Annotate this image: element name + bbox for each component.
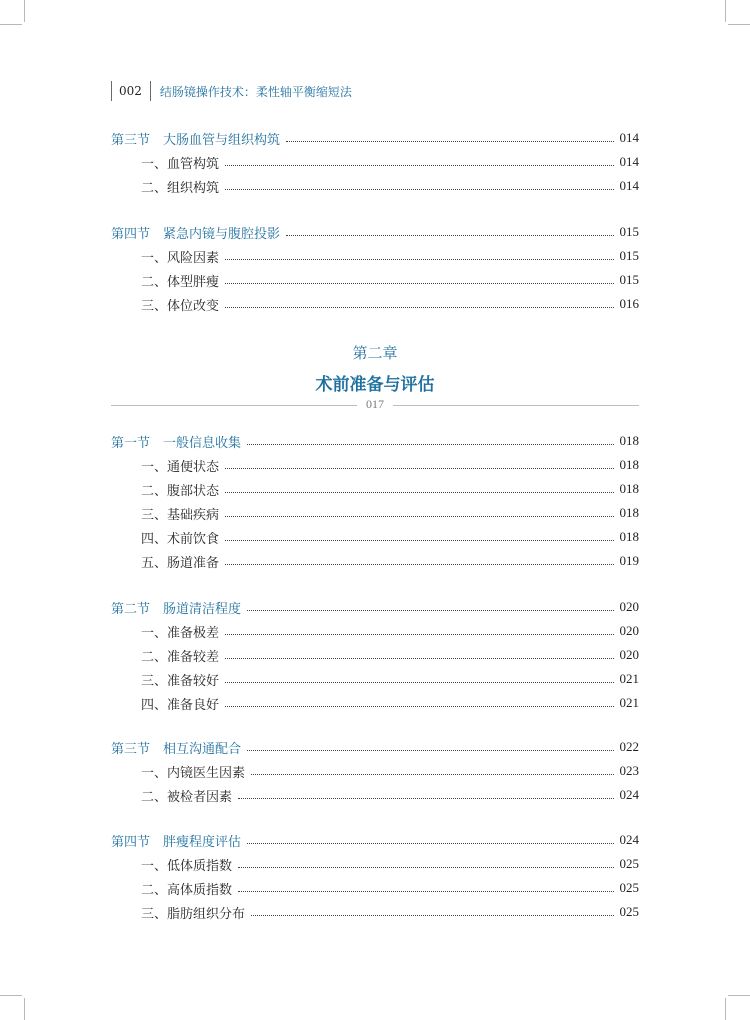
crop-mark xyxy=(24,998,25,1020)
dot-leader xyxy=(247,444,613,445)
toc-entry-page: 018 xyxy=(619,433,639,448)
crop-mark xyxy=(0,24,22,25)
toc-subsection-entry[interactable] xyxy=(141,503,639,523)
toc-entry-label: 第一节 一般信息收集 xyxy=(111,435,242,451)
toc-entry-label: 四、术前饮食 xyxy=(141,531,220,547)
toc-subsection-entry[interactable] xyxy=(141,761,639,781)
toc-subsection-entry[interactable] xyxy=(141,902,639,922)
toc-entry-page: 018 xyxy=(619,457,639,472)
dot-leader xyxy=(225,634,613,635)
dot-leader xyxy=(238,867,613,868)
toc-entry-label: 三、脂肪组织分布 xyxy=(141,906,246,922)
dot-leader xyxy=(251,915,613,916)
toc-entry-page: 021 xyxy=(619,671,639,686)
toc-subsection-entry[interactable] xyxy=(141,878,639,898)
crop-mark xyxy=(24,0,25,22)
toc-entry-label: 第三节 大肠血管与组织构筑 xyxy=(111,132,281,148)
toc-section-entry[interactable] xyxy=(111,128,639,148)
toc-entry-label: 二、被检者因素 xyxy=(141,789,233,805)
dot-leader xyxy=(225,516,613,517)
dot-leader xyxy=(247,750,613,751)
toc-entry-label: 一、准备极差 xyxy=(141,625,220,641)
toc-entry-label: 第四节 胖瘦程度评估 xyxy=(111,834,242,850)
chapter-title: 术前准备与评估 xyxy=(315,375,435,395)
dot-leader xyxy=(225,165,613,166)
toc-entry-label: 三、体位改变 xyxy=(141,298,220,314)
toc-entry-label: 一、内镜医生因素 xyxy=(141,765,246,781)
toc-subsection-entry[interactable] xyxy=(141,176,639,196)
dot-leader xyxy=(238,891,613,892)
chapter-page-number: 017 xyxy=(366,397,384,411)
toc-subsection-entry[interactable] xyxy=(141,669,639,689)
toc-entry-label: 第四节 紧急内镜与腹腔投影 xyxy=(111,226,281,242)
toc-subsection-entry[interactable] xyxy=(141,152,639,172)
toc-entry-page: 015 xyxy=(619,248,639,263)
toc-entry-label: 三、准备较好 xyxy=(141,673,220,689)
toc-entry-page: 025 xyxy=(619,856,639,871)
toc-entry-page: 014 xyxy=(619,130,639,145)
dot-leader xyxy=(251,774,613,775)
toc-entry-page: 022 xyxy=(619,739,639,754)
toc-entry-label: 第二节 肠道清洁程度 xyxy=(111,601,242,617)
toc-subsection-entry[interactable] xyxy=(141,246,639,266)
toc-entry-page: 015 xyxy=(619,224,639,239)
toc-entry-label: 第三节 相互沟通配合 xyxy=(111,741,242,757)
toc-subsection-entry[interactable] xyxy=(141,527,639,547)
toc-entry-page: 020 xyxy=(619,599,639,614)
toc-entry-page: 014 xyxy=(619,154,639,169)
toc-entry-page: 025 xyxy=(619,880,639,895)
dot-leader xyxy=(286,141,613,142)
chapter-rule xyxy=(111,405,357,406)
toc-entry-page: 024 xyxy=(619,787,639,802)
toc-entry-page: 018 xyxy=(619,529,639,544)
dot-leader xyxy=(286,235,613,236)
toc-entry-page: 023 xyxy=(619,763,639,778)
dot-leader xyxy=(225,492,613,493)
toc-entry-page: 024 xyxy=(619,832,639,847)
dot-leader xyxy=(225,283,613,284)
toc-subsection-entry[interactable] xyxy=(141,854,639,874)
toc-entry-label: 二、准备较差 xyxy=(141,649,220,665)
toc-section-entry[interactable] xyxy=(111,222,639,242)
toc-entry-page: 015 xyxy=(619,272,639,287)
toc-subsection-entry[interactable] xyxy=(141,693,639,713)
toc-subsection-entry[interactable] xyxy=(141,479,639,499)
dot-leader xyxy=(225,706,613,707)
toc-entry-label: 二、腹部状态 xyxy=(141,483,220,499)
toc-entry-label: 四、准备良好 xyxy=(141,697,220,713)
toc-entry-label: 三、基础疾病 xyxy=(141,507,220,523)
toc-entry-page: 020 xyxy=(619,623,639,638)
dot-leader xyxy=(225,189,613,190)
crop-mark xyxy=(728,24,750,25)
dot-leader xyxy=(225,682,613,683)
toc-subsection-entry[interactable] xyxy=(141,621,639,641)
toc-entry-page: 014 xyxy=(619,178,639,193)
toc-section-entry[interactable] xyxy=(111,737,639,757)
chapter-rule xyxy=(393,405,639,406)
dot-leader xyxy=(247,843,613,844)
toc-subsection-entry[interactable] xyxy=(141,455,639,475)
book-title: 结肠镜操作技术：柔性轴平衡缩短法 xyxy=(159,84,352,99)
dot-leader xyxy=(225,540,613,541)
running-header xyxy=(111,80,352,102)
toc-section-entry[interactable] xyxy=(111,597,639,617)
toc-entry-page: 019 xyxy=(619,553,639,568)
toc-entry-page: 018 xyxy=(619,505,639,520)
toc-entry-label: 五、肠道准备 xyxy=(141,555,220,571)
toc-entry-label: 二、高体质指数 xyxy=(141,882,233,898)
dot-leader xyxy=(225,564,613,565)
toc-entry-label: 二、组织构筑 xyxy=(141,180,220,196)
dot-leader xyxy=(247,610,613,611)
toc-entry-page: 021 xyxy=(619,695,639,710)
toc-subsection-entry[interactable] xyxy=(141,294,639,314)
toc-entry-page: 020 xyxy=(619,647,639,662)
chapter-number: 第二章 xyxy=(352,344,398,362)
dot-leader xyxy=(238,798,613,799)
page-number: 002 xyxy=(119,84,142,98)
toc-subsection-entry[interactable] xyxy=(141,785,639,805)
crop-mark xyxy=(725,0,726,22)
dot-leader xyxy=(225,307,613,308)
toc-subsection-entry[interactable] xyxy=(141,551,639,571)
toc-entry-label: 一、通便状态 xyxy=(141,459,220,475)
crop-mark xyxy=(725,998,726,1020)
toc-section-entry[interactable] xyxy=(111,431,639,451)
toc-subsection-entry[interactable] xyxy=(141,645,639,665)
dot-leader xyxy=(225,468,613,469)
toc-entry-label: 一、血管构筑 xyxy=(141,156,220,172)
toc-entry-page: 016 xyxy=(619,296,639,311)
toc-entry-label: 二、体型胖瘦 xyxy=(141,274,220,290)
toc-subsection-entry[interactable] xyxy=(141,270,639,290)
toc-entry-label: 一、低体质指数 xyxy=(141,858,233,874)
dot-leader xyxy=(225,658,613,659)
toc-entry-page: 025 xyxy=(619,904,639,919)
toc-section-entry[interactable] xyxy=(111,830,639,850)
dot-leader xyxy=(225,259,613,260)
toc-entry-label: 一、风险因素 xyxy=(141,250,220,266)
crop-mark xyxy=(0,995,22,996)
toc-entry-page: 018 xyxy=(619,481,639,496)
crop-mark xyxy=(728,995,750,996)
